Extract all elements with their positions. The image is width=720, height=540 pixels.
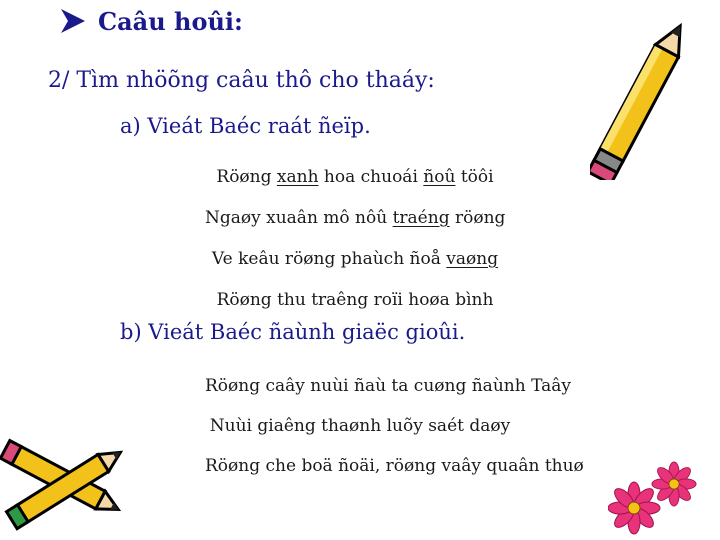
part-a-label: a) Vieát Baéc raát ñeïp. (120, 114, 371, 138)
question-text: 2/ Tìm nhöõng caâu thô cho thaáy: (48, 68, 435, 93)
poem-text: Röøng thu traêng roïi hoøa bình (216, 290, 494, 310)
poem-line: Röøng caây nuùi ñaù ta cuøng ñaùnh Taây (205, 376, 571, 396)
underlined-word: ñoû (423, 167, 456, 187)
arrow-bullet-icon (58, 6, 88, 36)
flower-icon (608, 482, 660, 534)
flowers-illustration (608, 456, 700, 536)
poem-text: hoa chuoái (318, 167, 424, 187)
poem-line (205, 157, 505, 198)
underlined-word: xanh (276, 167, 319, 187)
poem-part-a (205, 157, 505, 321)
poem-text: Ngaøy xuaân mô nôû (205, 208, 393, 228)
underlined-word: traéng (392, 208, 450, 228)
section-heading (58, 6, 243, 36)
poem-line: Röøng che boä ñoäi, röøng vaây quaân thuø (205, 456, 584, 476)
heading-label: Caâu hoûi: (98, 6, 243, 36)
poem-text: töôi (455, 167, 494, 187)
pencil-illustration (590, 0, 700, 180)
poem-line (205, 280, 505, 321)
poem-text: Röøng (216, 167, 277, 187)
underlined-word: vaøng (446, 249, 499, 269)
poem-part-b (205, 366, 584, 486)
crossed-pencils-illustration (0, 430, 140, 540)
poem-text: Ve keâu röøng phaùch ñoå (211, 249, 447, 269)
part-b-label: b) Vieát Baéc ñaùnh giaëc gioûi. (120, 320, 466, 344)
poem-line: Nuùi giaêng thaønh luõy saét daøy (209, 416, 511, 436)
flower-icon (652, 462, 696, 506)
poem-line (205, 198, 505, 239)
poem-line (205, 239, 505, 280)
poem-text: röøng (449, 208, 506, 228)
